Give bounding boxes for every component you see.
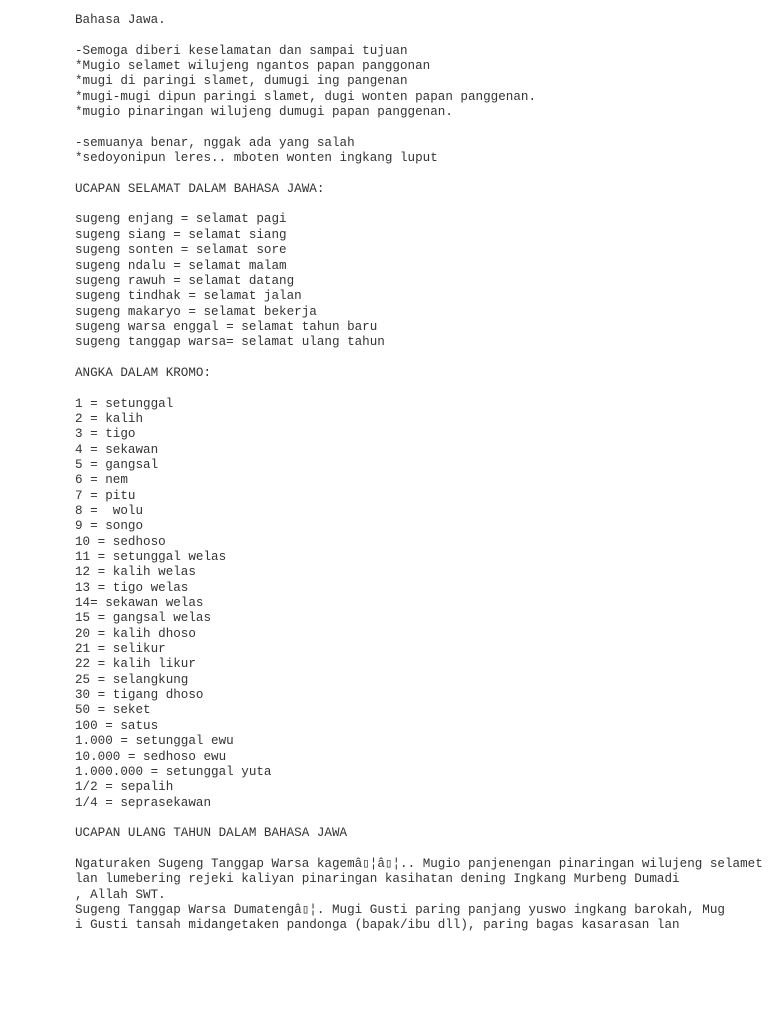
blank-line bbox=[75, 842, 765, 857]
text-line: 10.000 = sedhoso ewu bbox=[75, 749, 227, 764]
text-line: 21 = selikur bbox=[75, 642, 166, 657]
blank-line bbox=[75, 28, 765, 43]
text-line: -Semoga diberi keselamatan dan sampai tujuan bbox=[75, 43, 408, 58]
text-line: *mugio pinaringan wilujeng dumugi papan panggenan. bbox=[75, 105, 453, 120]
text-line: *mugi-mugi dipun paringi slamet, dugi wonten papan panggenan. bbox=[75, 89, 537, 104]
text-line: sugeng sonten = selamat sore bbox=[75, 243, 287, 258]
text-line: 20 = kalih dhoso bbox=[75, 626, 196, 641]
text-line: 1.000.000 = setunggal yuta bbox=[75, 764, 272, 779]
text-line: 1/4 = seprasekawan bbox=[75, 795, 212, 810]
text-line: 1/2 = sepalih bbox=[75, 780, 174, 795]
text-line: 10 = sedhoso bbox=[75, 534, 166, 549]
text-line: *sedoyonipun leres.. mboten wonten ingkang luput bbox=[75, 151, 438, 166]
text-line: 100 = satus bbox=[75, 718, 159, 733]
text-line: Sugeng Tanggap Warsa Dumatengâ▯¦. Mugi Gusti paring panjang yuswo ingkang barokah, Mug bbox=[75, 902, 725, 917]
text-line: 4 = sekawan bbox=[75, 442, 159, 457]
text-line: 13 = tigo welas bbox=[75, 580, 189, 595]
text-line: *mugi di paringi slamet, dumugi ing pangenan bbox=[75, 74, 408, 89]
text-line: 12 = kalih welas bbox=[75, 565, 196, 580]
text-line: 7 = pitu bbox=[75, 488, 136, 503]
text-line: sugeng siang = selamat siang bbox=[75, 227, 287, 242]
text-line: *Mugio selamet wilujeng ngantos papan panggonan bbox=[75, 59, 431, 74]
text-line: sugeng rawuh = selamat datang bbox=[75, 273, 295, 288]
text-line: sugeng warsa enggal = selamat tahun baru bbox=[75, 319, 378, 334]
text-line: sugeng tindhak = selamat jalan bbox=[75, 289, 302, 304]
document-text bbox=[75, 13, 765, 934]
blank-line bbox=[75, 811, 765, 826]
text-line: sugeng enjang = selamat pagi bbox=[75, 212, 287, 227]
text-line: UCAPAN ULANG TAHUN DALAM BAHASA JAWA bbox=[75, 826, 348, 841]
text-line: UCAPAN SELAMAT DALAM BAHASA JAWA: bbox=[75, 181, 325, 196]
text-line: 9 = songo bbox=[75, 519, 144, 534]
blank-line bbox=[75, 166, 765, 181]
text-line: 15 = gangsal welas bbox=[75, 611, 212, 626]
text-line: lan lumebering rejeki kaliyan pinaringan kasihatan dening Ingkang Murbeng Dumadi bbox=[75, 872, 680, 887]
text-line: 22 = kalih likur bbox=[75, 657, 196, 672]
text-line: 14= sekawan welas bbox=[75, 596, 204, 611]
text-line: 50 = seket bbox=[75, 703, 151, 718]
blank-line bbox=[75, 381, 765, 396]
text-line: 3 = tigo bbox=[75, 427, 136, 442]
text-line: Ngaturaken Sugeng Tanggap Warsa kagemâ▯¦â▯¦.. Mugio panjenengan pinaringan wilujeng selamet bbox=[75, 856, 763, 871]
text-line: sugeng ndalu = selamat malam bbox=[75, 258, 287, 273]
text-line: 30 = tigang dhoso bbox=[75, 688, 204, 703]
text-line: , Allah SWT. bbox=[75, 887, 166, 902]
text-line: 8 = wolu bbox=[75, 504, 144, 518]
text-line: Bahasa Jawa. bbox=[75, 13, 166, 27]
text-line: ANGKA DALAM KROMO: bbox=[75, 365, 212, 380]
blank-line bbox=[75, 120, 765, 135]
text-line: -semuanya benar, nggak ada yang salah bbox=[75, 135, 355, 150]
text-line: 1 = setunggal bbox=[75, 396, 174, 411]
text-line: 2 = kalih bbox=[75, 411, 144, 426]
text-line: 11 = setunggal welas bbox=[75, 550, 227, 565]
text-line: 6 = nem bbox=[75, 473, 128, 488]
text-line: 1.000 = setunggal ewu bbox=[75, 734, 234, 749]
text-line: 25 = selangkung bbox=[75, 672, 189, 687]
text-line: sugeng makaryo = selamat bekerja bbox=[75, 304, 317, 319]
blank-line bbox=[75, 197, 765, 212]
blank-line bbox=[75, 351, 765, 366]
text-line: i Gusti tansah midangetaken pandonga (bapak/ibu dll), paring bagas kasarasan lan bbox=[75, 918, 680, 933]
text-line: sugeng tanggap warsa= selamat ulang tahun bbox=[75, 335, 385, 350]
text-line: 5 = gangsal bbox=[75, 457, 159, 472]
